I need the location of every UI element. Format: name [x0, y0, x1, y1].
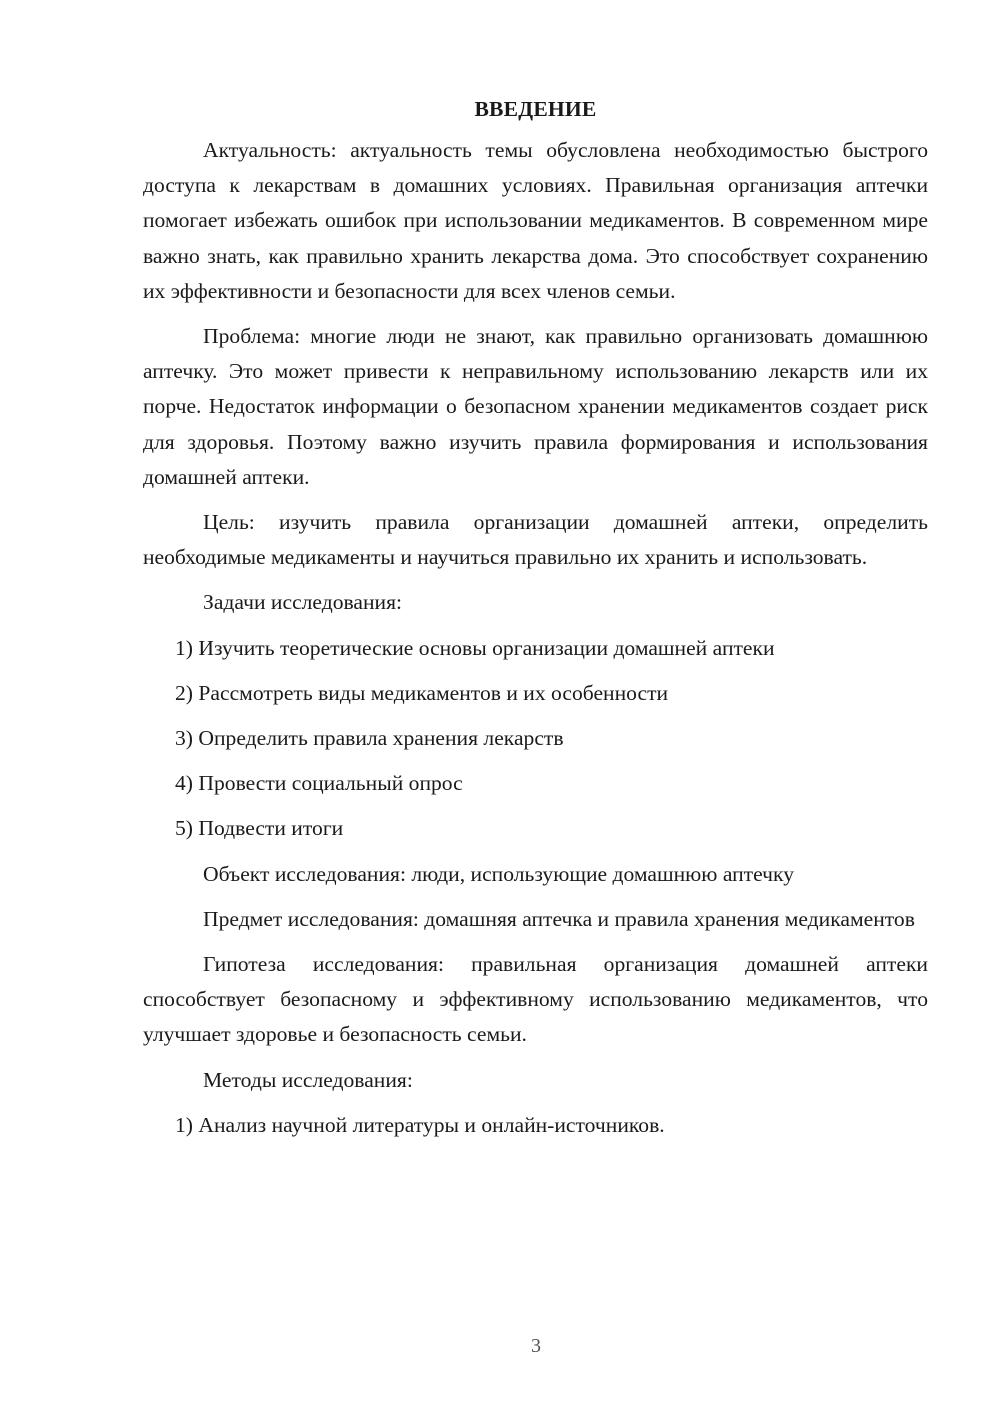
task-item: 1) Изучить теоретические основы организации домашней аптеки [175, 635, 775, 660]
goal-paragraph: Цель: изучить правила организации домашней аптеки, определить необходимые медикаменты и научиться правильно их хранить и использовать. [143, 510, 928, 570]
task-item: 4) Провести социальный опрос [175, 771, 463, 796]
methods-list [143, 1108, 928, 1143]
hypothesis-paragraph: Гипотеза исследования: правильная организация домашней аптеки способствует безопасному и эффективному использованию медикаментов, что улучшает здоровье и безопасность семьи. [143, 952, 928, 1047]
problem-paragraph: Проблема: многие люди не знают, как правильно организовать домашнюю аптечку. Это может привести к неправильному использованию лекарств или их порче. Недостаток информации о безопасном хранении медикаментов создает риск для здоровья. Поэтому важно изучить правила формирования и использования домашней аптеки. [143, 324, 928, 489]
method-item: 1) Анализ научной литературы и онлайн-источников. [175, 1112, 665, 1137]
page-number: 3 [531, 1335, 541, 1357]
task-item: 3) Определить правила хранения лекарств [175, 726, 564, 751]
task-item: 2) Рассмотреть виды медикаментов и их особенности [175, 680, 669, 705]
section-heading: ВВЕДЕНИЕ [474, 97, 597, 121]
page-content [143, 92, 928, 1153]
tasks-list [143, 631, 928, 847]
tasks-title: Задачи исследования: [203, 590, 403, 615]
object-paragraph: Объект исследования: люди, использующие домашнюю аптечку [203, 861, 795, 886]
task-item: 5) Подвести итоги [175, 816, 344, 841]
subject-paragraph: Предмет исследования: домашняя аптечка и правила хранения медикаментов [203, 906, 915, 931]
relevance-paragraph: Актуальность: актуальность темы обусловлена необходимостью быстрого доступа к лекарствам в домашних условиях. Правильная организация аптечки помогает избежать ошибок при использовании медикаментов. В современном мире важно знать, как правильно хранить лекарства дома. Это способствует сохранению их эффективности и безопасности для всех членов семьи. [143, 138, 928, 303]
methods-title: Методы исследования: [203, 1067, 413, 1092]
